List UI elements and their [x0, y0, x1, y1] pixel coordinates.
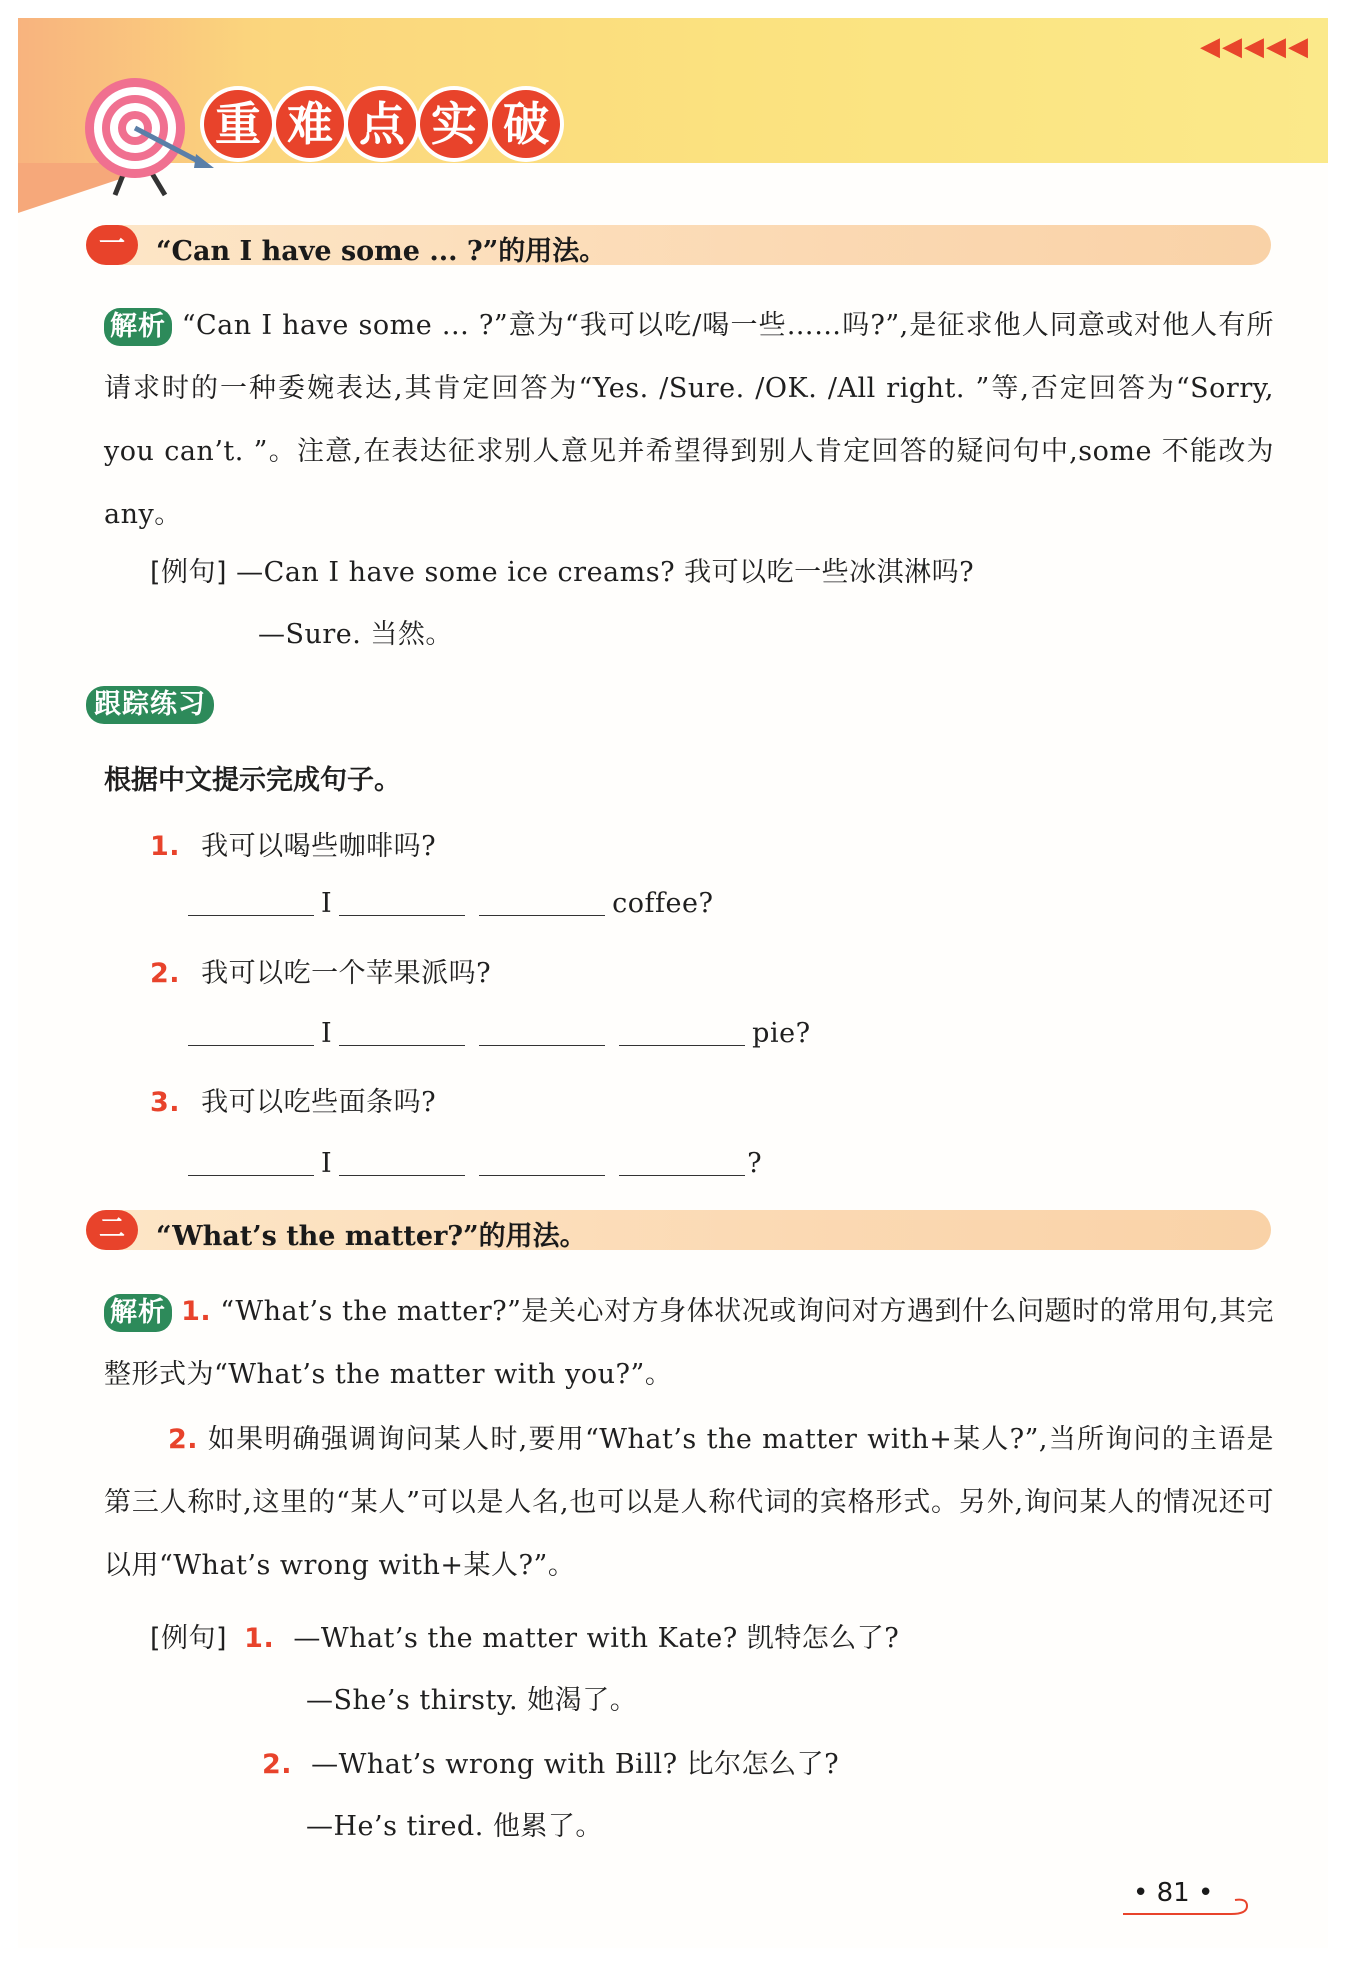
point-text: “What’s the matter?”是关心对方身体状况或询问对方遇到什么问题时的常用句,其完整形式为“What’s the matter with you?”。 [104, 1296, 1274, 1390]
answer-blank[interactable] [339, 1146, 465, 1176]
practice-instruction: 根据中文提示完成句子。 [104, 765, 401, 796]
given-word: I [321, 1018, 333, 1049]
given-word: I [321, 888, 333, 919]
practice-item-3-answer [188, 1146, 762, 1179]
answer-blank[interactable] [479, 1016, 605, 1046]
page-title [204, 90, 560, 158]
practice-item-2-answer [188, 1016, 811, 1049]
practice-item-3-prompt [150, 1080, 436, 1119]
item-number: 2. [150, 958, 181, 989]
section-1-analysis [104, 294, 1274, 546]
answer-blank[interactable] [188, 886, 314, 916]
section-1-bar [86, 225, 1271, 265]
point-text: 如果明确强调询问某人时,要用“What’s the matter with+某人?”,当所询问的主语是第三人称时,这里的“某人”可以是人名,也可以是人称代词的宾格形式。另外,询问某人的情况还可以用“What’s wrong with+某人?”。 [104, 1424, 1274, 1581]
example-1 [150, 550, 974, 589]
section-2-point-1 [104, 1280, 1274, 1406]
example-answer: —Sure. 当然。 [258, 619, 453, 650]
title-char: 实 [420, 90, 488, 158]
practice-header [86, 686, 214, 724]
given-tail: pie? [752, 1018, 811, 1049]
given-word: I [321, 1148, 333, 1179]
example-question: —What’s wrong with Bill? 比尔怎么了? [311, 1749, 840, 1780]
section-1-number: 一 [86, 225, 138, 265]
analysis-badge: 解析 [104, 1294, 172, 1332]
section-2-point-2 [104, 1408, 1274, 1597]
item-prompt: 我可以吃些面条吗? [201, 1087, 437, 1118]
example-question: —Can I have some ice creams? 我可以吃一些冰淇淋吗? [236, 557, 975, 588]
answer-blank[interactable] [339, 1016, 465, 1046]
answer-blank[interactable] [479, 886, 605, 916]
example-number: 1. [244, 1623, 275, 1654]
title-char: 点 [348, 90, 416, 158]
point-number: 1. [181, 1296, 212, 1327]
target-icon [70, 70, 220, 200]
example-answer: —He’s tired. 他累了。 [306, 1811, 603, 1842]
textbook-page [18, 18, 1328, 1948]
example-2-2 [262, 1742, 839, 1781]
point-number: 2. [168, 1424, 199, 1455]
example-2-1 [150, 1616, 899, 1655]
arrows-decoration: ◀◀◀◀◀ [1200, 32, 1310, 62]
analysis-badge: 解析 [104, 308, 172, 346]
item-prompt: 我可以吃一个苹果派吗? [201, 958, 492, 989]
answer-blank[interactable] [188, 1016, 314, 1046]
example-label: [例句] [150, 557, 228, 588]
practice-item-1-answer [188, 886, 713, 919]
answer-blank[interactable] [339, 886, 465, 916]
analysis-text: “Can I have some ... ?”意为“我可以吃/喝一些……吗?”,是征求他人同意或对他人有所请求时的一种委婉表达,其肯定回答为“Yes. /Sure. /OK. /All right. ”等,否定回答为“Sorry, you can’t. ”。注意,在表达征求别人意见并希望得到别人肯定回答的疑问句中,some 不能改为 any。 [104, 310, 1274, 530]
title-char: 重 [204, 90, 272, 158]
title-char: 难 [276, 90, 344, 158]
practice-item-2-prompt [150, 951, 491, 990]
item-prompt: 我可以喝些咖啡吗? [201, 831, 437, 862]
item-number: 1. [150, 831, 181, 862]
example-question: —What’s the matter with Kate? 凯特怎么了? [293, 1623, 900, 1654]
example-label: [例句] [150, 1623, 228, 1654]
practice-item-1-prompt [150, 824, 436, 863]
answer-blank[interactable] [619, 1016, 745, 1046]
answer-blank[interactable] [188, 1146, 314, 1176]
given-tail: coffee? [612, 888, 714, 919]
given-tail: ? [747, 1148, 763, 1179]
example-number: 2. [262, 1749, 293, 1780]
section-1-title: “Can I have some ... ?”的用法。 [156, 236, 607, 267]
section-2-title: “What’s the matter?”的用法。 [156, 1221, 587, 1252]
practice-badge: 跟踪练习 [86, 686, 214, 724]
section-2-number: 二 [86, 1210, 138, 1250]
answer-blank[interactable] [479, 1146, 605, 1176]
answer-blank[interactable] [619, 1146, 745, 1176]
page-number: • 81 • [1133, 1878, 1214, 1908]
section-2-bar [86, 1210, 1271, 1250]
page-number-underline [1123, 1892, 1263, 1922]
item-number: 3. [150, 1087, 181, 1118]
title-char: 破 [492, 90, 560, 158]
example-answer: —She’s thirsty. 她渴了。 [306, 1685, 638, 1716]
